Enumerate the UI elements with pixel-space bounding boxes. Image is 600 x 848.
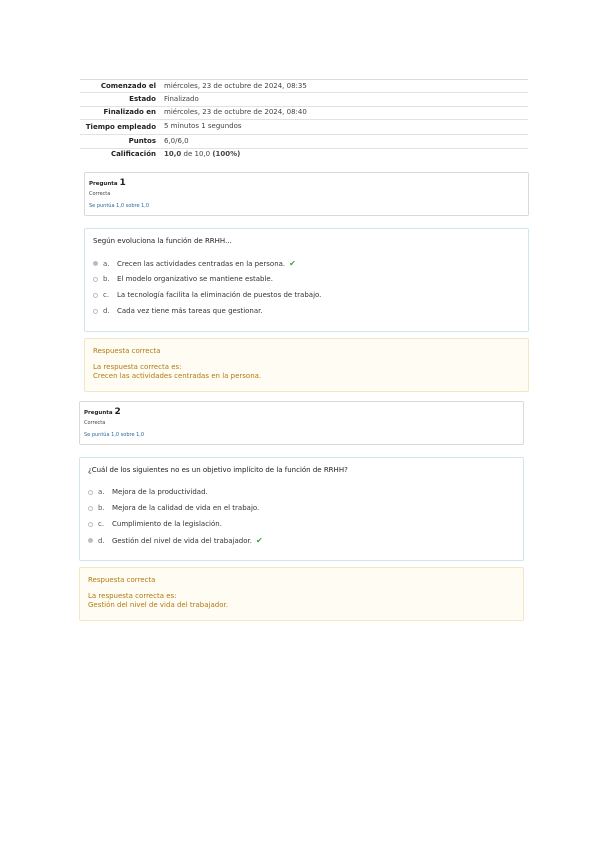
option-letter: b.	[98, 504, 105, 512]
question-feedback-1	[84, 338, 529, 392]
option-letter: c.	[103, 291, 110, 299]
summary-value: Finalizado	[160, 93, 528, 106]
question-content-1	[84, 228, 529, 332]
radio-button[interactable]	[93, 309, 98, 314]
option-letter: c.	[98, 520, 105, 528]
question-number-value: 2	[114, 407, 121, 417]
option-text: Cumplimiento de la legislación.	[112, 520, 222, 528]
option-text: La tecnología facilita la eliminación de puestos de trabajo.	[117, 291, 322, 299]
check-icon: ✔	[255, 536, 263, 545]
question-info-2	[79, 401, 524, 445]
summary-row	[80, 135, 528, 148]
option-text: Crecen las actividades centradas en la persona.	[117, 259, 286, 268]
answer-option[interactable]	[88, 536, 263, 545]
option-letter: d.	[98, 536, 105, 545]
option-letter: a.	[103, 259, 110, 268]
correct-answer-text: Crecen las actividades centradas en la persona.	[93, 372, 262, 380]
check-icon: ✔	[289, 259, 296, 268]
summary-label: Comenzado el	[80, 80, 160, 93]
radio-button[interactable]	[93, 261, 98, 266]
feedback-title: Respuesta correcta	[93, 347, 161, 355]
question-grade: Se puntúa 1,0 sobre 1,0	[89, 203, 150, 209]
summary-row	[80, 93, 528, 106]
summary-label: Finalizado en	[80, 106, 160, 119]
radio-button[interactable]	[93, 277, 98, 282]
radio-button[interactable]	[88, 522, 93, 527]
option-text: Mejora de la productividad.	[112, 488, 208, 496]
feedback-line: La respuesta correcta es:	[93, 363, 182, 371]
option-letter: d.	[103, 307, 110, 315]
grade-max: de 10,0	[183, 150, 211, 159]
question-number	[84, 407, 121, 417]
summary-label: Calificación	[80, 148, 160, 161]
correct-answer-text: Gestión del nivel de vida del trabajador.	[88, 601, 228, 609]
option-text: Gestión del nivel de vida del trabajador.	[112, 536, 252, 545]
radio-button[interactable]	[88, 538, 93, 543]
question-feedback-2	[79, 567, 524, 621]
question-label: Pregunta	[84, 410, 113, 416]
question-content-2	[79, 457, 524, 561]
answer-option[interactable]	[88, 488, 208, 496]
radio-button[interactable]	[88, 506, 93, 511]
summary-row	[80, 148, 528, 161]
summary-label: Tiempo empleado	[80, 120, 160, 135]
question-text: Según evoluciona la función de RRHH...	[93, 237, 232, 245]
answer-option[interactable]	[88, 520, 222, 528]
option-letter: a.	[98, 488, 105, 496]
question-grade: Se puntúa 1,0 sobre 1,0	[84, 432, 145, 438]
summary-value: miércoles, 23 de octubre de 2024, 08:35	[160, 80, 528, 93]
summary-value: miércoles, 23 de octubre de 2024, 08:40	[160, 106, 528, 119]
question-label: Pregunta	[89, 181, 118, 187]
question-text: ¿Cuál de los siguientes no es un objetivo implícito de la función de RRHH?	[88, 466, 348, 474]
answer-option[interactable]	[93, 275, 273, 283]
attempt-summary-table	[80, 79, 528, 161]
summary-row	[80, 80, 528, 93]
question-state: Correcta	[89, 191, 111, 197]
answer-option[interactable]	[93, 291, 321, 299]
answer-option[interactable]	[93, 307, 263, 315]
answer-option[interactable]	[93, 259, 296, 268]
summary-value	[160, 148, 528, 161]
summary-value: 6,0/6,0	[160, 135, 528, 148]
summary-value: 5 minutos 1 segundos	[160, 120, 528, 135]
grade-value: 10,0	[164, 150, 182, 159]
radio-button[interactable]	[93, 293, 98, 298]
radio-button[interactable]	[88, 490, 93, 495]
option-text: Mejora de la calidad de vida en el trabajo.	[112, 504, 260, 512]
option-text: El modelo organizativo se mantiene estable.	[117, 275, 273, 283]
summary-row	[80, 106, 528, 119]
summary-label: Puntos	[80, 135, 160, 148]
feedback-title: Respuesta correcta	[88, 576, 156, 584]
question-info-1	[84, 172, 529, 216]
grade-percent: (100%)	[212, 150, 241, 159]
answer-option[interactable]	[88, 504, 259, 512]
option-letter: b.	[103, 275, 110, 283]
summary-row	[80, 120, 528, 135]
summary-label: Estado	[80, 93, 160, 106]
feedback-line: La respuesta correcta es:	[88, 592, 177, 600]
question-number-value: 1	[119, 178, 126, 188]
option-text: Cada vez tiene más tareas que gestionar.	[117, 307, 263, 315]
question-number	[89, 178, 126, 188]
question-state: Correcta	[84, 420, 106, 426]
